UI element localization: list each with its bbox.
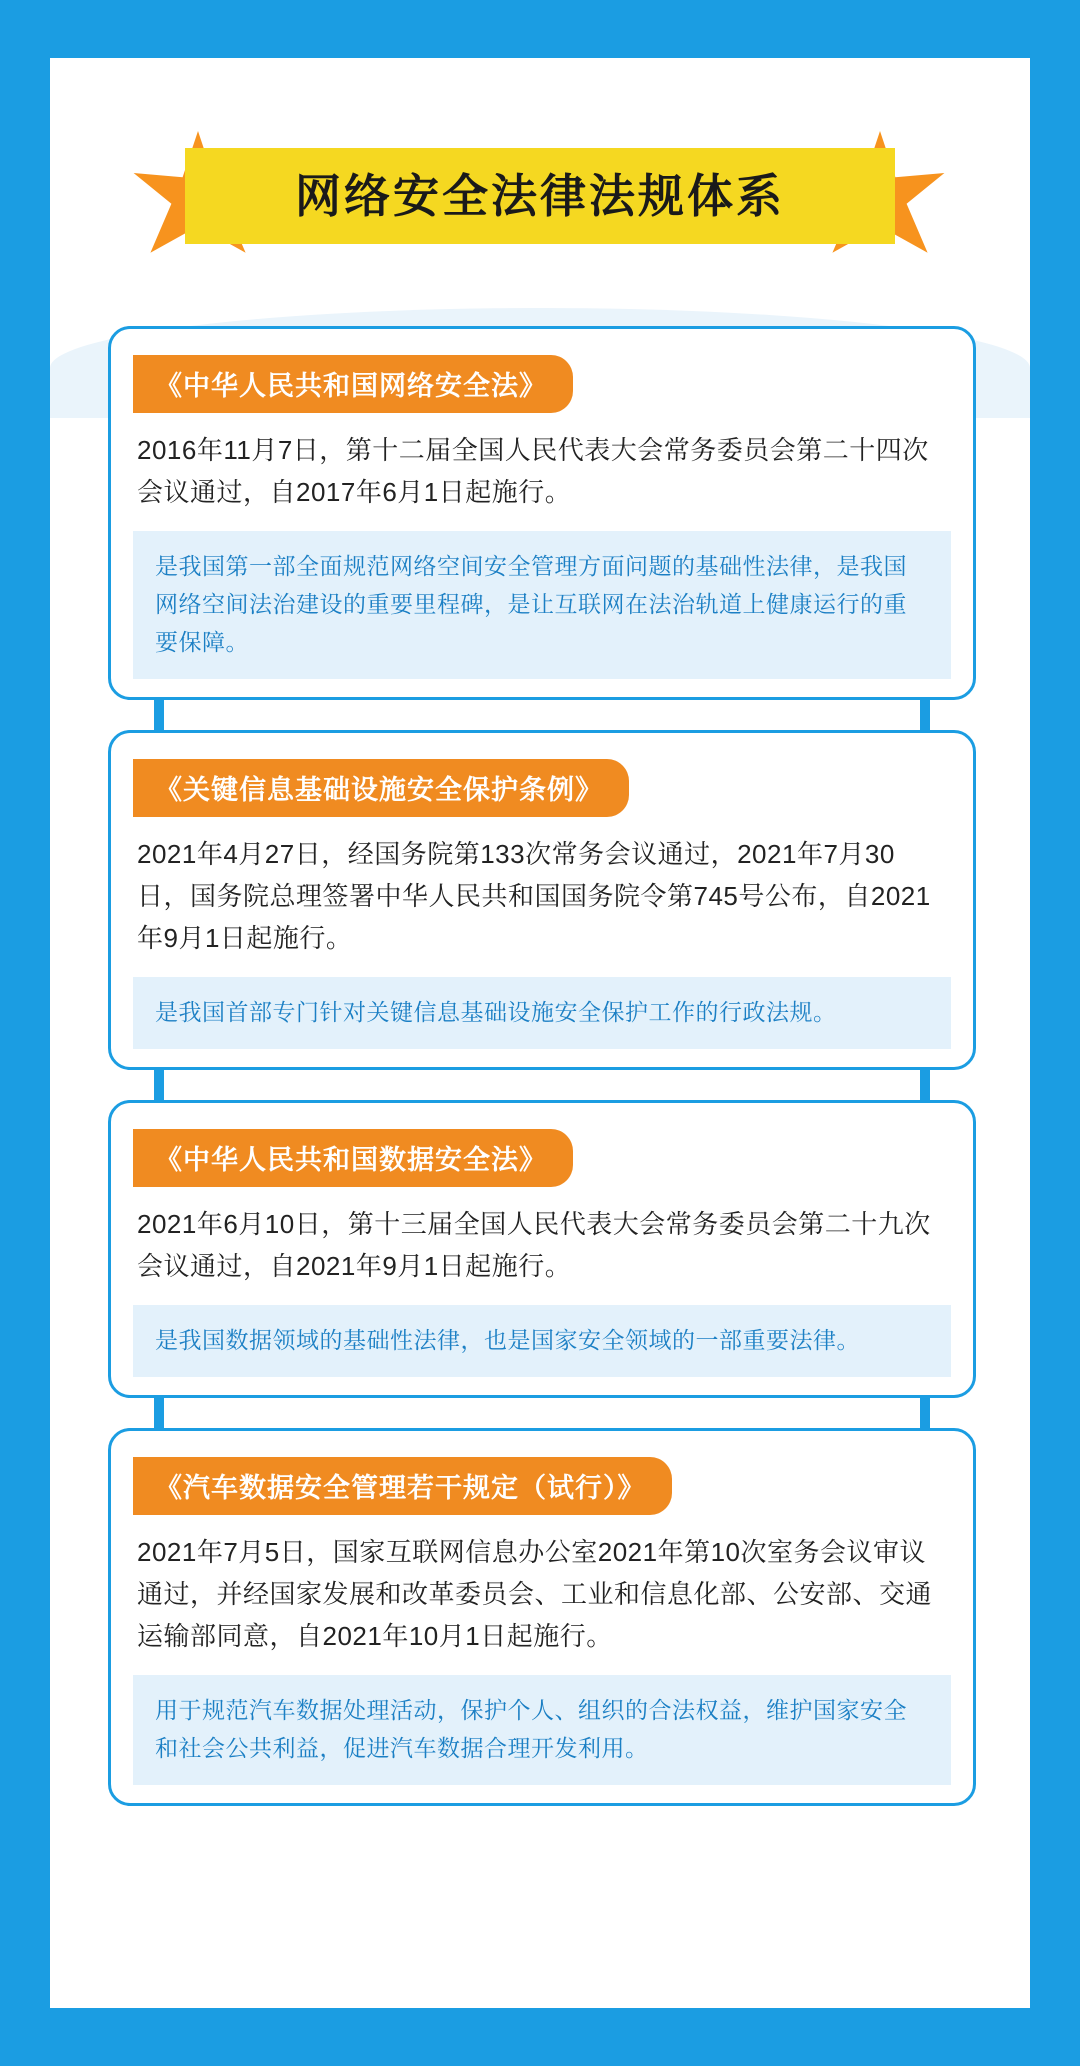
section-body-2: 2021年4月27日，经国务院第133次常务会议通过，2021年7月30日，国务院总理签署中华人民共和国国务院令第745号公布，自2021年9月1日起施行。	[137, 839, 931, 953]
section-card-2	[108, 730, 976, 1070]
section-body-3: 2021年6月10日，第十三届全国人民代表大会常务委员会第二十九次会议通过，自2021年9月1日起施行。	[137, 1209, 931, 1281]
section-card-3	[108, 1100, 976, 1398]
page-title: 网络安全法律法规体系	[295, 169, 785, 223]
poster-card	[50, 58, 1030, 2008]
section-body-1: 2016年11月7日，第十二届全国人民代表大会常务委员会第二十四次会议通过，自2017年6月1日起施行。	[137, 435, 929, 507]
section-card-4	[108, 1428, 976, 1806]
section-body-4: 2021年7月5日，国家互联网信息办公室2021年第10次室务会议审议通过，并经国家发展和改革委员会、工业和信息化部、公安部、交通运输部同意，自2021年10月1日起施行。	[137, 1537, 933, 1651]
title-bar-background	[185, 148, 895, 244]
section-note-4: 用于规范汽车数据处理活动，保护个人、组织的合法权益，维护国家安全和社会公共利益，促进汽车数据合理开发利用。	[133, 1675, 951, 1785]
section-note-1: 是我国第一部全面规范网络空间安全管理方面问题的基础性法律，是我国网络空间法治建设的重要里程碑，是让互联网在法治轨道上健康运行的重要保障。	[133, 531, 951, 679]
section-heading-4: 《汽车数据安全管理若干规定（试行）》	[133, 1457, 672, 1515]
title-banner	[50, 126, 1030, 276]
section-card-1	[108, 326, 976, 700]
section-note-3: 是我国数据领域的基础性法律，也是国家安全领域的一部重要法律。	[133, 1305, 951, 1377]
section-note-2: 是我国首部专门针对关键信息基础设施安全保护工作的行政法规。	[133, 977, 951, 1049]
section-heading-1: 《中华人民共和国网络安全法》	[133, 355, 573, 413]
section-heading-3: 《中华人民共和国数据安全法》	[133, 1129, 573, 1187]
section-heading-2: 《关键信息基础设施安全保护条例》	[133, 759, 629, 817]
sections-list	[108, 326, 976, 1836]
